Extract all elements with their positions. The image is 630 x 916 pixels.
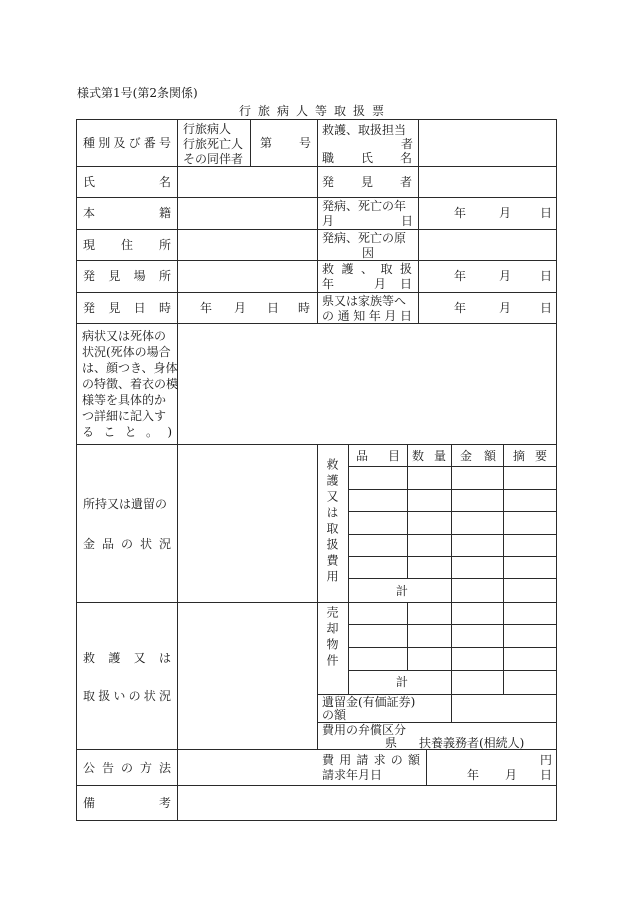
label-yen: 円 [540,753,553,767]
label-rescue-date-2b: 月 日 [374,277,412,291]
rescue-year: 年 [454,269,467,283]
col-divider [426,749,427,786]
notify-day: 日 [540,301,553,315]
label-claim-date: 請求年月日 [322,768,383,782]
label-category-number: 種 別 及 び 番 号 [83,136,171,150]
category-companion: その同伴者 [183,152,244,166]
category-traveler-dead: 行旅死亡人 [183,137,244,151]
label-left-money: 遺留金(有価証券) [322,695,416,709]
rule [348,670,557,671]
label-claim: 費 用 請 求 の 額 [322,753,420,767]
condition-line: 病状又は死体の [82,329,167,343]
claim-day: 日 [540,768,553,782]
found-hour: 時 [298,301,311,315]
label-cost-total: 計 [396,584,409,598]
label-onset-date-2b: 日 [401,214,414,228]
label-handler: 救護、取扱担当 [322,123,407,137]
label-found-datetime: 発 見 日 時 [83,301,171,315]
rule [348,647,557,648]
label-handler-2: 者 [401,137,414,151]
label-rescue-cost: 救護又は取扱費用 [325,458,339,586]
label-notice-method: 公 告 の 方 法 [83,761,171,775]
condition-line: は、顔つき、身体 [82,361,178,375]
col-divider [177,119,178,821]
border-right [556,119,557,821]
onset-day: 日 [540,206,553,220]
col-divider [407,602,408,670]
condition-line: る こ と 。 ) [82,425,172,439]
label-notify: 県又は家族等へ [322,294,407,308]
rescue-day: 日 [540,269,553,283]
label-onset-cause-2: 因 [362,246,375,260]
header-amount: 金 額 [460,449,496,463]
condition-line: 様等を具体的か [82,393,167,407]
label-left-money-2: の額 [322,708,347,722]
header-item: 品 目 [356,449,400,463]
col-divider [250,119,251,167]
onset-year: 年 [454,206,467,220]
claim-year: 年 [467,768,480,782]
col-divider [503,444,504,694]
rule [348,578,557,579]
label-discoverer: 発 見 者 [322,175,412,189]
label-burden-pref: 県 [385,736,398,750]
condition-line: 状況(死体の場合 [82,345,171,359]
col-divider [317,119,318,324]
label-sale-total: 計 [396,675,409,689]
form-title: 行旅病人等取扱票 [238,104,391,118]
rule [348,534,557,535]
label-rescue-status-2: 取 扱 い の 状 況 [83,689,171,703]
col-divider [317,444,318,750]
rescue-month: 月 [499,269,512,283]
label-rescue-date-2a: 年 [322,277,335,291]
label-sale-items: 売却物件 [325,606,339,670]
label-notify-2: の 通 知 年 月 日 [322,309,412,323]
label-burden: 費用の弁償区分 [322,723,407,737]
label-onset-date: 発病、死亡の年 [322,199,407,213]
col-divider [418,119,419,324]
onset-month: 月 [499,206,512,220]
rule [76,785,557,786]
label-name: 氏 名 [83,175,171,189]
form-number: 様式第1号(第2条関係) [77,86,198,100]
label-rescue-status: 救 護 又 は [83,651,171,665]
rule [348,511,557,512]
label-rescue-date: 救 護 、 取 扱 [322,262,412,276]
claim-month: 月 [505,768,518,782]
label-honseki: 本 籍 [83,206,171,220]
label-title-name: 職 氏 名 [322,151,412,165]
label-onset-cause: 発病、死亡の原 [322,231,407,245]
col-divider [451,444,452,722]
label-burden-obligor: 扶養義務者(相続人) [419,736,525,750]
condition-line: の特徴、着衣の模 [82,377,179,391]
header-quantity: 数 量 [412,449,446,463]
label-found-place: 発 見 場 所 [83,269,171,283]
label-onset-date-2a: 月 [322,214,335,228]
rule [348,489,557,490]
found-year: 年 [200,301,213,315]
label-condition [82,328,178,440]
label-remarks: 備 考 [83,796,171,810]
rule [348,466,557,467]
border-bottom [76,820,557,821]
found-month: 月 [234,301,247,315]
condition-line: つ詳細に記入す [82,409,167,423]
label-belongings: 所持又は遺留の [83,497,168,511]
label-dai: 第 [260,136,273,150]
notify-year: 年 [454,301,467,315]
header-remarks: 摘 要 [513,449,547,463]
notify-month: 月 [499,301,512,315]
label-belongings-2: 金 品 の 状 況 [83,537,171,551]
rule [348,624,557,625]
rule [348,556,557,557]
category-traveler-sick: 行旅病人 [183,122,232,136]
border-left [76,119,77,821]
col-divider [348,444,349,694]
found-day: 日 [267,301,280,315]
label-address: 現 住 所 [83,238,171,252]
label-go: 号 [299,136,312,150]
